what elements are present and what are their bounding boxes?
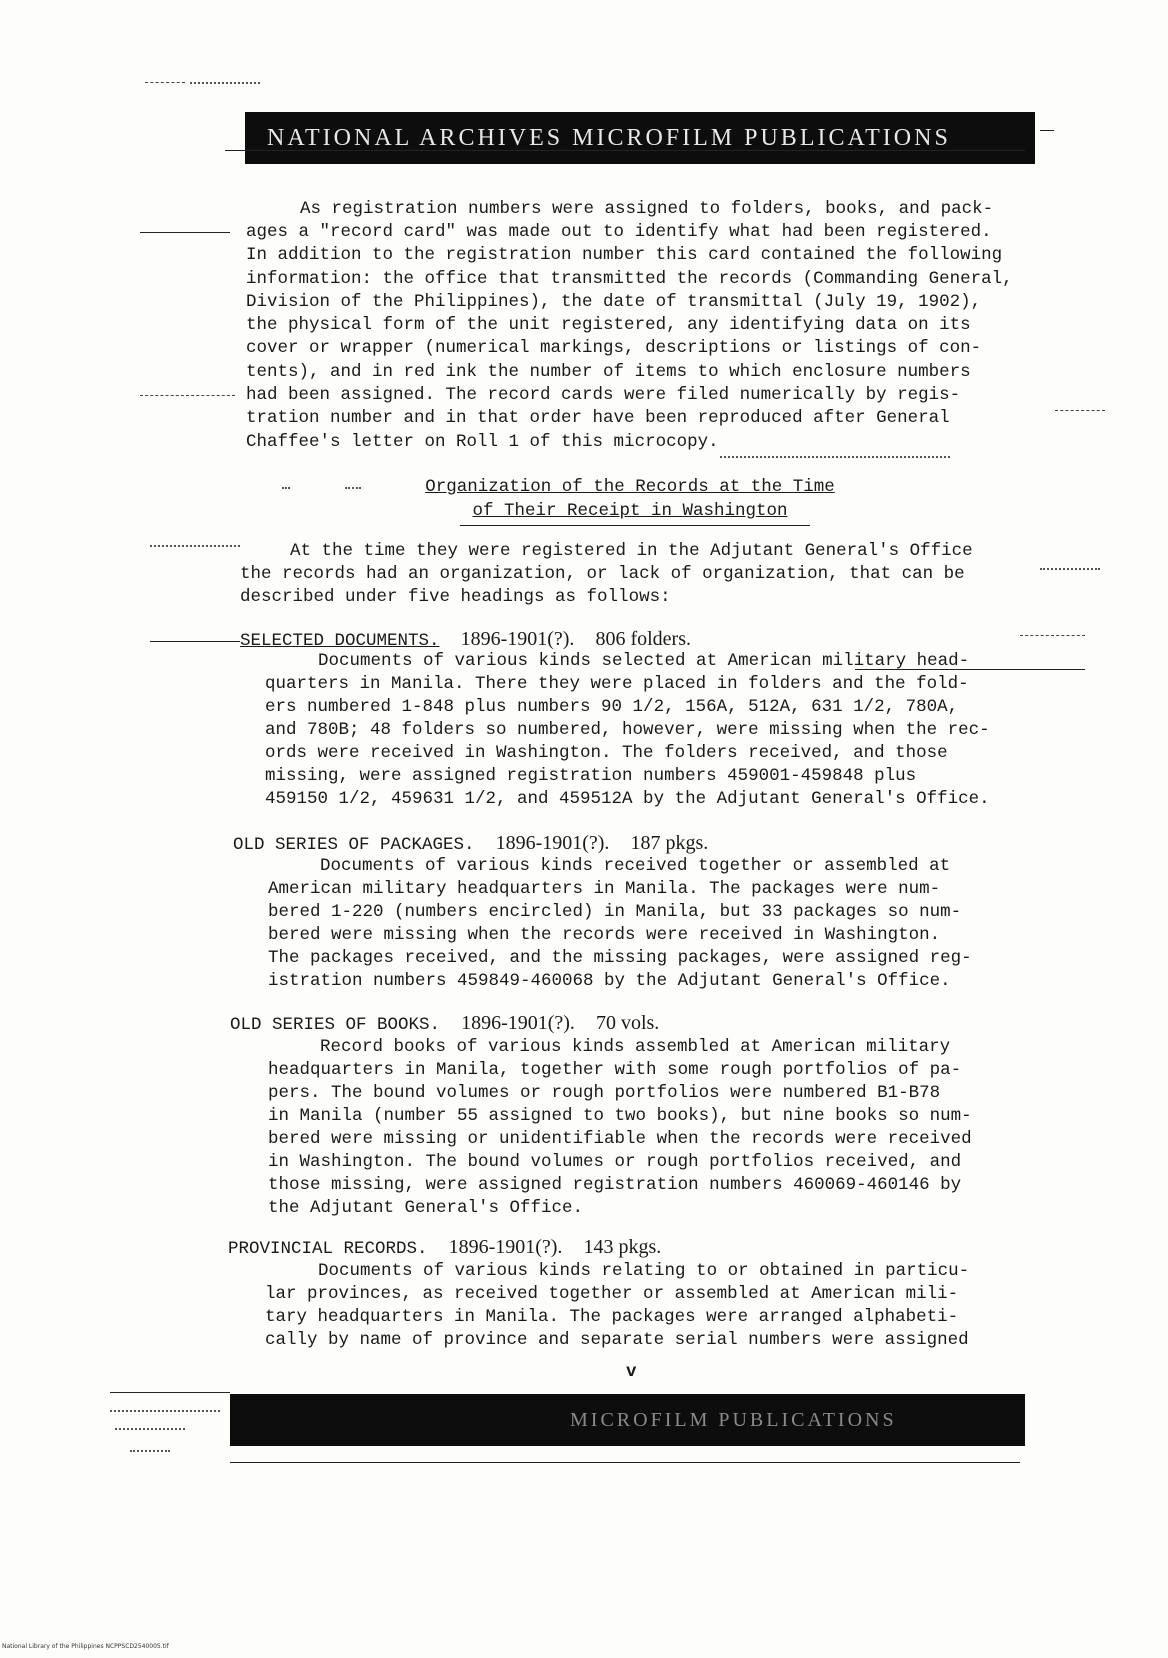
banner-tick [1040, 130, 1054, 131]
text-line: in Washington. The bound volumes or rough portfolios received, and [268, 1152, 962, 1172]
section-heading [380, 475, 880, 523]
text-line: At the time they were registered in the Adjutant General's Office [290, 541, 973, 561]
text-line: ords were received in Washington. The folders received, and those [265, 743, 948, 763]
section-dates: 1896-1901(?). [460, 628, 575, 650]
stray-mark [150, 545, 240, 547]
text-line: Division of the Philippines), the date of transmittal (July 19, 1902), [246, 292, 982, 312]
section-title-row [230, 1012, 659, 1035]
text-line: the Adjutant General's Office. [268, 1198, 584, 1218]
margin-mark [140, 395, 235, 396]
footer-banner: MICROFILM PUBLICATIONS [230, 1394, 1025, 1446]
stray-mark [282, 487, 290, 489]
text-line: the records had an organization, or lack of organization, that can be [240, 564, 965, 584]
section-title: SELECTED DOCUMENTS. [240, 631, 440, 651]
text-line: Record books of various kinds assembled at American military [320, 1037, 951, 1057]
section-count: 806 folders. [595, 628, 691, 650]
text-line: described under five headings as follows: [240, 587, 671, 607]
text-line: tary headquarters in Manila. The packages were arranged alphabeti- [265, 1307, 959, 1327]
text-line: bered were missing or unidentifiable when the records were received [268, 1129, 972, 1149]
footer-rule [230, 1462, 1020, 1463]
text-line: in Manila (number 55 assigned to two books), but nine books so num- [268, 1106, 972, 1126]
margin-mark [140, 232, 230, 233]
text-line: and 780B; 48 folders so numbered, however, were missing when the rec- [265, 720, 990, 740]
section-title-row [240, 628, 691, 651]
section-title: PROVINCIAL RECORDS. [228, 1239, 428, 1259]
stray-mark [130, 1450, 170, 1452]
text-line: pers. The bound volumes or rough portfolios were numbered B1-B78 [268, 1083, 941, 1103]
stray-mark [145, 82, 185, 83]
text-line: had been assigned. The record cards were filed numerically by regis- [246, 385, 961, 405]
text-line: Documents of various kinds selected at American military head- [318, 651, 970, 671]
header-rule [225, 150, 1025, 151]
heading-underline [460, 525, 810, 526]
text-line: 459150 1/2, 459631 1/2, and 459512A by the Adjutant General's Office. [265, 789, 990, 809]
stray-mark [110, 1410, 220, 1412]
stray-mark [720, 456, 950, 458]
section-title-row [228, 1236, 661, 1259]
section-dates: 1896-1901(?). [448, 1236, 563, 1258]
section-count: 70 vols. [595, 1012, 660, 1034]
text-line: headquarters in Manila, together with some rough portfolios of pa- [268, 1060, 962, 1080]
text-line: ers numbered 1-848 plus numbers 90 1/2, 156A, 512A, 631 1/2, 780A, [265, 697, 959, 717]
stray-mark [115, 1428, 185, 1430]
text-line: cover or wrapper (numerical markings, descriptions or listings of con- [246, 338, 982, 358]
section-title: OLD SERIES OF BOOKS. [230, 1015, 441, 1035]
margin-mark [150, 641, 240, 642]
text-line: the physical form of the unit registered, any identifying data on its [246, 315, 971, 335]
text-line: Documents of various kinds relating to or obtained in particu- [318, 1261, 970, 1281]
section-title: OLD SERIES OF PACKAGES. [233, 835, 475, 855]
text-line: bered were missing when the records were received in Washington. [268, 925, 941, 945]
scan-footer: National Library of the Philippines NCPPSCD2540005.tif [2, 1643, 169, 1650]
stray-mark [190, 82, 260, 84]
text-line: The packages received, and the missing packages, were assigned reg- [268, 948, 972, 968]
margin-mark [1055, 410, 1105, 411]
stray-mark [1040, 568, 1100, 570]
text-line: In addition to the registration number this card contained the following [246, 245, 1003, 265]
stray-mark [345, 487, 361, 489]
text-line: lar provinces, as received together or assembled at American mili- [265, 1284, 959, 1304]
text-line: tents), and in red ink the number of items to which enclosure numbers [246, 362, 971, 382]
heading-line: of Their Receipt in Washington [472, 501, 788, 521]
text-line: tration number and in that order have been reproduced after General [246, 408, 950, 428]
margin-mark [110, 1392, 230, 1393]
text-line: bered 1-220 (numbers encircled) in Manila, but 33 packages so num- [268, 902, 962, 922]
text-line: As registration numbers were assigned to folders, books, and pack- [300, 199, 994, 219]
text-line: those missing, were assigned registration numbers 460069-460146 by [268, 1175, 962, 1195]
section-count: 143 pkgs. [583, 1236, 662, 1258]
section-dates: 1896-1901(?). [495, 832, 610, 854]
text-line: quarters in Manila. There they were placed in folders and the fold- [265, 674, 969, 694]
text-line: Documents of various kinds received together or assembled at [320, 856, 951, 876]
heading-line: Organization of the Records at the Time [425, 477, 835, 497]
text-line: Chaffee's letter on Roll 1 of this microcopy. [246, 432, 719, 452]
margin-mark [1020, 635, 1085, 636]
text-line: istration numbers 459849-460068 by the Adjutant General's Office. [268, 971, 951, 991]
text-line: cally by name of province and separate serial numbers were assigned [265, 1330, 969, 1350]
header-banner: NATIONAL ARCHIVES MICROFILM PUBLICATIONS [245, 112, 1035, 164]
page-number: v [626, 1362, 637, 1382]
section-title-row [233, 832, 708, 855]
text-line: ages a "record card" was made out to identify what had been registered. [246, 222, 992, 242]
text-line: information: the office that transmitted the records (Commanding General, [246, 269, 1013, 289]
section-count: 187 pkgs. [630, 832, 709, 854]
text-line: missing, were assigned registration numbers 459001-459848 plus [265, 766, 917, 786]
text-line: American military headquarters in Manila. The packages were num- [268, 879, 941, 899]
section-dates: 1896-1901(?). [461, 1012, 575, 1034]
